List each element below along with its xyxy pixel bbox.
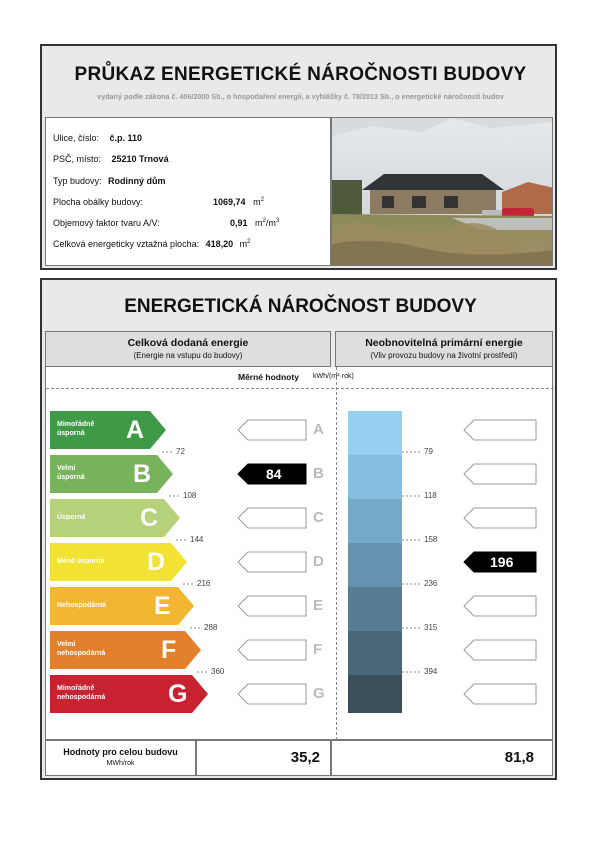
class-letter-e: E <box>154 592 171 620</box>
right-ghost-marker-f <box>464 640 536 660</box>
left-threshold-2: 144 <box>190 535 204 544</box>
class-letter-c: C <box>140 504 159 532</box>
type-label: Typ budovy: <box>53 176 102 186</box>
specific-values-unit: kWh/(m²·rok) <box>313 373 354 380</box>
left-threshold-0: 72 <box>176 447 185 456</box>
type-value: Rodinný dům <box>108 176 166 186</box>
class-letter-a: A <box>126 416 145 444</box>
left-ghost-letter-b: B <box>313 465 324 482</box>
left-column-title: Celková dodaná energie <box>127 337 249 349</box>
left-ghost-marker-e <box>238 596 306 616</box>
left-threshold-4: 288 <box>204 623 218 632</box>
class-label-e: Nehospodárná <box>57 602 107 609</box>
right-ghost-marker-e <box>464 596 536 616</box>
right-threshold-2: 158 <box>424 535 438 544</box>
class-label-g: Mimořádně nehospodárná <box>57 685 106 701</box>
class-arrow-f <box>50 631 201 669</box>
right-threshold-1: 118 <box>424 491 437 500</box>
shape-unit-sup: 2 <box>262 218 266 224</box>
street-label: Ulice, číslo: <box>53 133 100 143</box>
document-subtitle: vydaný podle zákona č. 406/2000 Sb., o hospodaření energií, a vyhlášky č. 78/2013 Sb., o energetické náročnosti budov <box>97 92 504 101</box>
class-arrow-b <box>50 455 173 493</box>
left-ghost-marker-a <box>238 420 306 440</box>
specific-values-label: Měrné hodnoty <box>238 372 299 382</box>
left-value-marker <box>238 464 306 484</box>
left-threshold-5: 360 <box>211 667 225 676</box>
class-arrow-c <box>50 499 180 537</box>
left-ghost-letter-g: G <box>313 685 325 702</box>
left-ghost-letter-e: E <box>313 597 324 614</box>
total-left-cell <box>196 740 331 776</box>
total-label: Hodnoty pro celou budovu <box>63 747 178 757</box>
area-unit-base: m <box>239 239 248 249</box>
class-letter-b: B <box>133 460 152 488</box>
class-label-d: Méně úsporná <box>57 558 105 565</box>
total-unit: MWh/rok <box>106 760 135 767</box>
shape-value: 0,91 <box>230 218 248 228</box>
right-value-text: 196 <box>490 554 514 570</box>
envelope-value: 1069,74 <box>213 197 246 207</box>
shape-unit-b: /m <box>265 218 276 228</box>
class-arrow-d <box>50 543 187 581</box>
city-label: PSČ, místo: <box>53 154 102 164</box>
right-column-title: Neobnovitelná primární energie <box>365 337 523 349</box>
right-ghost-marker-a <box>464 420 536 440</box>
envelope-label: Plocha obálky budovy: <box>53 197 144 207</box>
city-value: 25210 Trnová <box>111 154 169 164</box>
right-threshold-3: 236 <box>424 579 438 588</box>
total-right-cell <box>331 740 553 776</box>
shape-label: Objemový faktor tvaru A/V: <box>53 218 160 228</box>
primary-bar-f <box>348 631 402 675</box>
area-label: Celková energeticky vztažná plocha: <box>53 239 200 249</box>
right-threshold-4: 315 <box>424 623 438 632</box>
right-ghost-marker-g <box>464 684 536 704</box>
class-label-f: Velmi nehospodárná <box>57 641 106 657</box>
left-threshold-1: 108 <box>183 491 197 500</box>
right-ghost-marker-c <box>464 508 536 528</box>
left-ghost-marker-f <box>238 640 306 660</box>
right-threshold-5: 394 <box>424 667 438 676</box>
class-label-a: Mimořádně úsporná <box>57 421 95 437</box>
left-ghost-marker-g <box>238 684 306 704</box>
right-threshold-0: 79 <box>424 447 433 456</box>
left-ghost-marker-c <box>238 508 306 528</box>
envelope-unit-sup: 2 <box>260 197 264 203</box>
primary-bar-b <box>348 455 402 499</box>
primary-bar-d <box>348 543 402 587</box>
left-ghost-letter-c: C <box>313 509 324 526</box>
class-letter-g: G <box>168 680 188 708</box>
primary-bar-g <box>348 675 402 713</box>
left-column-subtitle: (Energie na vstupu do budovy) <box>133 351 243 360</box>
rating-title: ENERGETICKÁ NÁROČNOST BUDOVY <box>124 296 477 317</box>
primary-bar-e <box>348 587 402 631</box>
total-right-value: 81,8 <box>504 749 534 766</box>
area-unit-sup: 2 <box>247 239 251 245</box>
right-column-subtitle: (Vliv provozu budovy na životní prostředí) <box>370 351 518 360</box>
shape-unit-sup2: 3 <box>275 218 280 224</box>
left-ghost-letter-f: F <box>313 641 323 658</box>
envelope-unit-base: m <box>253 197 261 207</box>
class-letter-f: F <box>161 636 177 664</box>
area-value: 418,20 <box>205 239 234 249</box>
left-ghost-letter-d: D <box>313 553 324 570</box>
left-value-text: 84 <box>266 466 282 482</box>
document-title: PRŮKAZ ENERGETICKÉ NÁROČNOSTI BUDOVY <box>74 64 527 85</box>
shape-unit-a: m <box>255 218 263 228</box>
class-arrow-a <box>50 411 166 449</box>
right-ghost-marker-b <box>464 464 536 484</box>
class-letter-d: D <box>147 548 166 576</box>
total-left-value: 35,2 <box>290 749 320 766</box>
right-value-marker <box>464 552 536 572</box>
left-ghost-marker-d <box>238 552 306 572</box>
class-label-b: Velmi úsporná <box>57 465 85 481</box>
class-label-c: Úsporná <box>57 514 86 521</box>
left-threshold-3: 216 <box>197 579 211 588</box>
class-arrow-e <box>50 587 194 625</box>
primary-bar-c <box>348 499 402 543</box>
class-arrow-g <box>50 675 208 713</box>
total-label-cell <box>45 740 196 776</box>
left-ghost-letter-a: A <box>313 421 324 438</box>
street-value: č.p. 110 <box>109 133 143 143</box>
primary-bar-a <box>348 411 402 455</box>
